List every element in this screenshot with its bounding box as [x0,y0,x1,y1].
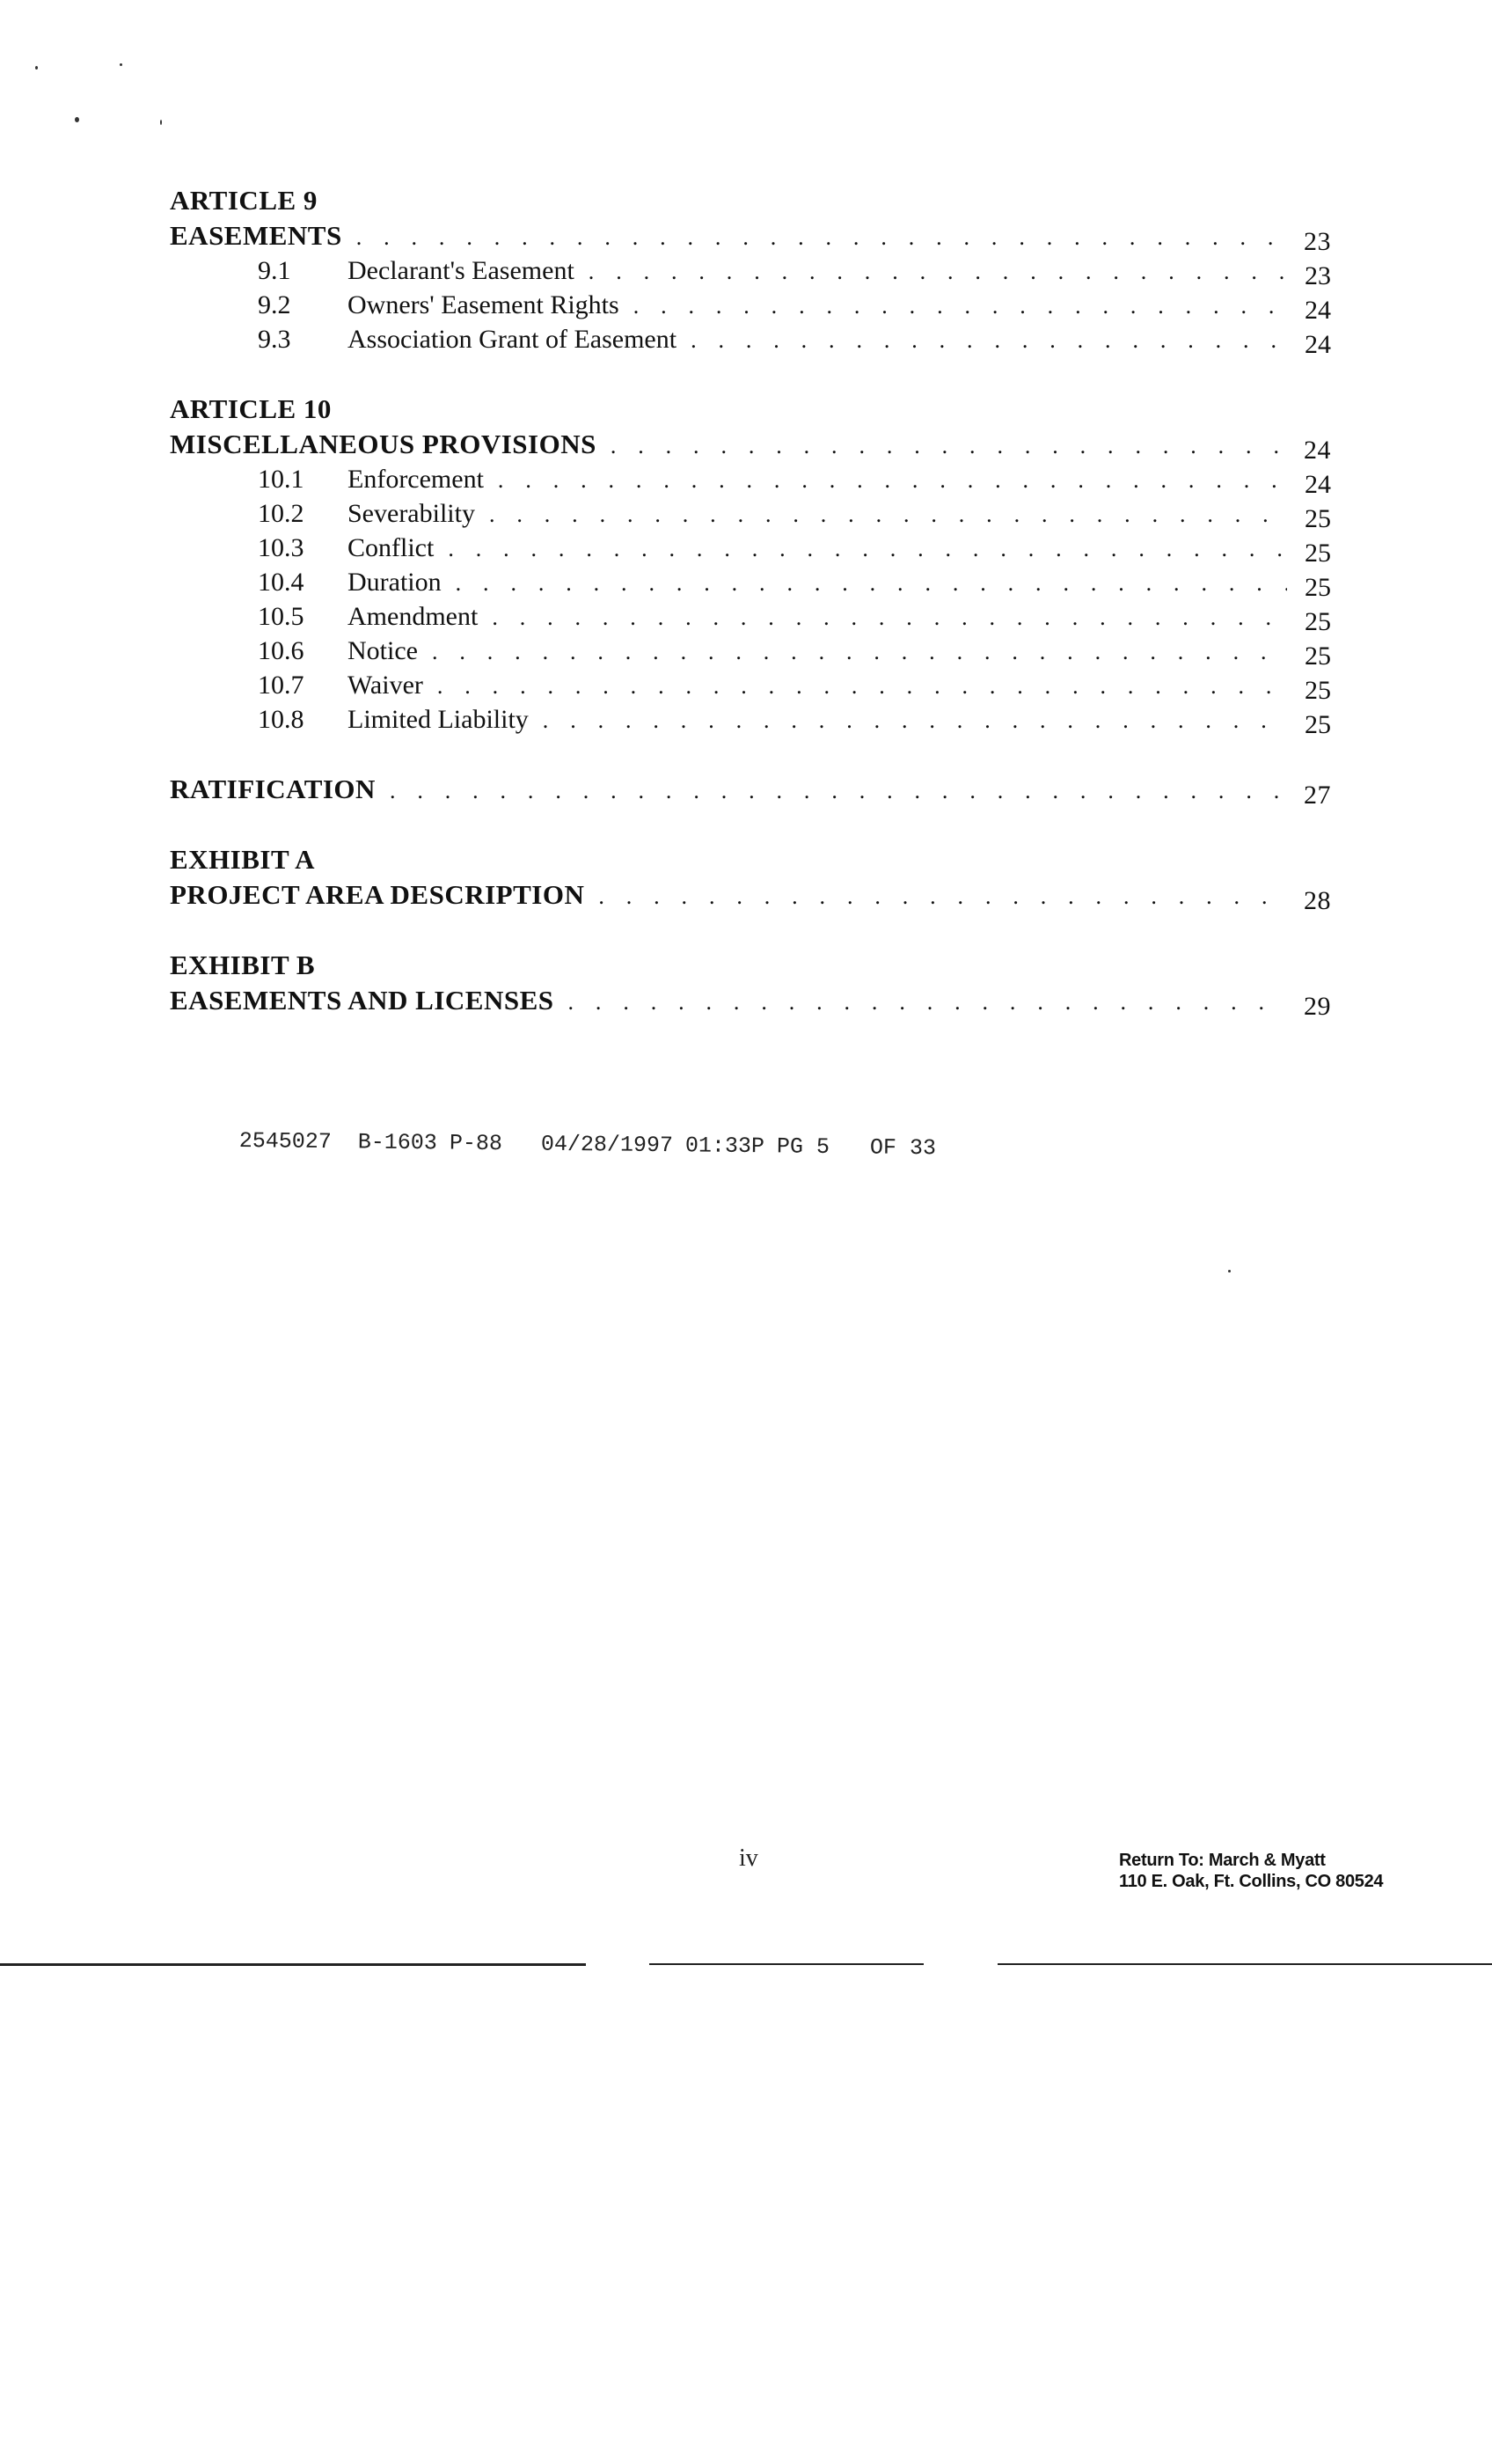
dot-leader [456,566,1287,600]
toc-page-number: 25 [1305,710,1331,739]
toc-item [170,462,1331,499]
toc-page-number: 28 [1304,886,1331,915]
bottom-rule [649,1963,924,1965]
scan-speck [75,117,79,122]
toc-item [170,531,1331,568]
dot-leader [448,532,1287,566]
toc-page-number: 23 [1304,227,1331,256]
toc-item [170,599,1331,634]
recording-stamp [239,1128,962,1162]
toc-section-heading: EXHIBIT A [170,844,316,875]
book-number: B-1603 [357,1129,438,1156]
toc-entry-title: EASEMENTS AND LICENSES [170,985,554,1016]
toc-item-number: 10.4 [258,568,304,597]
toc-title-entry [170,218,1331,256]
toc-section-heading: EXHIBIT B [170,950,316,980]
toc-item [170,702,1331,737]
toc-item [170,634,1331,671]
toc-item [170,565,1331,602]
toc-item [170,322,1331,359]
toc-title-entry [170,983,1331,1021]
toc-item [170,288,1331,325]
dot-leader [492,600,1287,634]
toc-item-number: 10.8 [258,705,304,734]
toc-item [170,668,1331,705]
toc-page-number: 24 [1304,436,1331,465]
toc-item-title: Enforcement [347,465,484,494]
dot-leader [543,703,1287,737]
toc-section [170,392,1331,737]
dot-leader [498,463,1287,497]
toc-title-entry [170,877,1331,913]
toc-item-number: 10.5 [258,602,304,631]
toc-item-title: Conflict [347,533,435,562]
toc-page-number: 29 [1304,992,1331,1021]
toc-item-title: Declarant's Easement [347,256,574,285]
toc-page-number: 25 [1305,504,1331,533]
toc-page-number: 25 [1305,607,1331,636]
toc-item-title: Waiver [347,671,423,700]
toc-page-number: 25 [1305,642,1331,671]
toc-entry-title: MISCELLANEOUS PROVISIONS [170,429,596,459]
toc-item-number: 10.2 [258,499,304,528]
toc-entry-title: PROJECT AREA DESCRIPTION [170,879,585,910]
dot-leader [568,985,1287,1020]
toc-title-entry [170,772,1331,810]
dot-leader [489,497,1287,532]
scan-speck [160,120,162,125]
toc-section [170,183,1331,359]
dot-leader [611,429,1287,464]
dot-leader [356,220,1287,255]
dot-leader [589,254,1287,289]
recording-pg: PG 5 [776,1133,830,1161]
toc-item-number: 9.1 [258,256,291,285]
toc-item-number: 9.3 [258,325,291,354]
scan-speck [1228,1270,1231,1272]
return-to-line: Return To: March & Myatt [1119,1851,1326,1870]
scan-speck [120,63,122,66]
toc-entry-title: RATIFICATION [170,774,376,804]
return-to-line: 110 E. Oak, Ft. Collins, CO 80524 [1119,1872,1384,1891]
toc-item-title: Amendment [347,602,479,631]
toc-page-number: 24 [1305,296,1331,325]
page-ref: P-88 [449,1130,503,1157]
recording-time: 01:33P [684,1133,765,1160]
toc-item-number: 10.3 [258,533,304,562]
dot-leader [437,669,1287,703]
dot-leader [691,323,1287,357]
toc-item-number: 10.6 [258,636,304,665]
toc-entry-title: EASEMENTS [170,220,342,251]
toc-title-entry [170,427,1331,465]
toc-page-number: 25 [1305,573,1331,602]
dot-leader [390,774,1287,809]
toc-section [170,842,1331,913]
toc-item-number: 10.7 [258,671,304,700]
toc-item-number: 10.1 [258,465,304,494]
bottom-rule [0,1963,586,1966]
dot-leader [633,289,1287,323]
toc-item-number: 9.2 [258,290,291,319]
table-of-contents [170,183,1331,1053]
toc-page-number: 25 [1305,539,1331,568]
toc-section-heading: ARTICLE 9 [170,185,318,216]
toc-item [170,253,1331,288]
page-number: iv [739,1844,758,1872]
recording-of: OF 33 [869,1134,937,1162]
toc-item-title: Association Grant of Easement [347,325,677,354]
return-to-address [1119,1850,1383,1892]
toc-page-number: 25 [1305,676,1331,705]
toc-section [170,948,1331,1021]
dot-leader [432,634,1287,669]
dot-leader [598,879,1287,914]
toc-page-number: 27 [1304,781,1331,810]
toc-section [170,772,1331,810]
toc-item-title: Duration [347,568,442,597]
toc-item-title: Owners' Easement Rights [347,290,619,319]
toc-item-title: Severability [347,499,475,528]
toc-page-number: 24 [1305,470,1331,499]
scan-speck [35,66,38,70]
toc-item-title: Notice [347,636,418,665]
toc-page-number: 24 [1305,330,1331,359]
recording-date: 04/28/1997 [540,1131,674,1159]
toc-page-number: 23 [1305,261,1331,290]
toc-section-heading: ARTICLE 10 [170,393,332,424]
toc-item-title: Limited Liability [347,705,529,734]
reception-number: 2545027 [238,1128,333,1155]
bottom-rule [998,1963,1492,1965]
toc-item [170,496,1331,531]
